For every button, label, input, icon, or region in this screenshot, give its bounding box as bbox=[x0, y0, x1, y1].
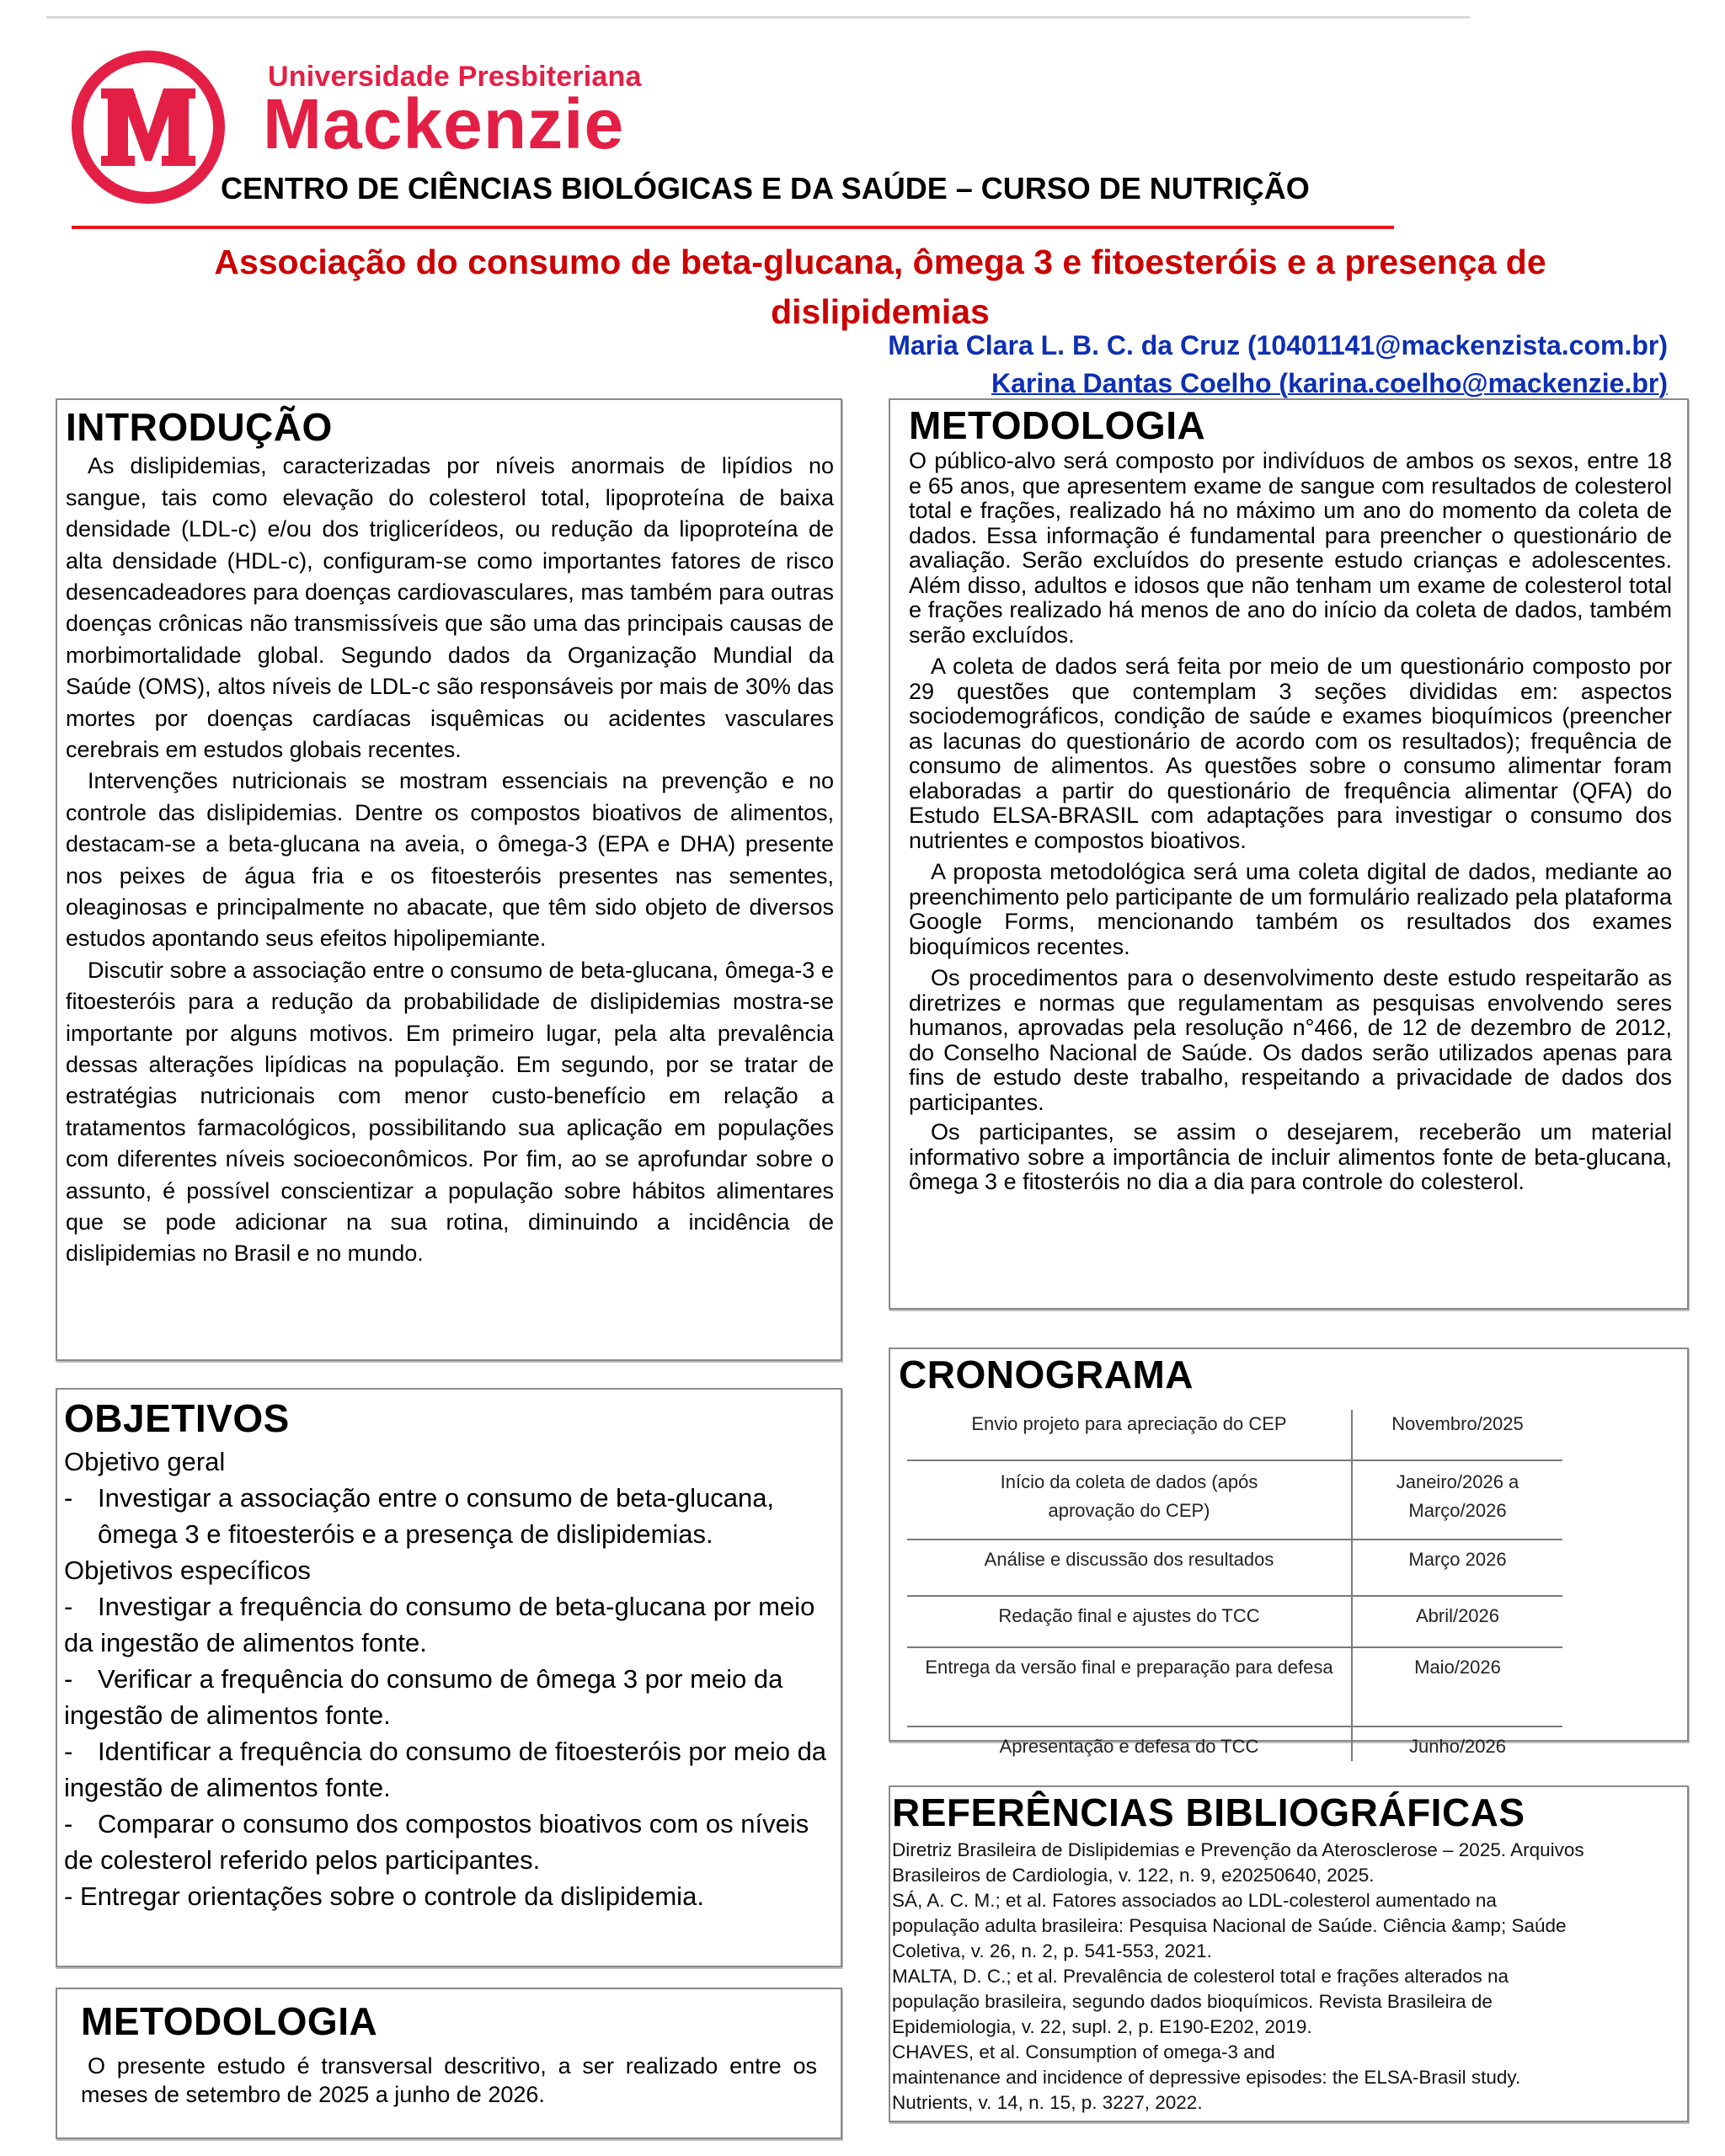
table-row bbox=[907, 1460, 1562, 1540]
activity-cell: Entrega da versão final e preparação para defesa bbox=[907, 1647, 1352, 1726]
reference-line: Nutrients, v. 14, n. 15, p. 3227, 2022. bbox=[892, 2092, 1203, 2114]
objetivos-section bbox=[56, 1388, 842, 1967]
activity-cell: Análise e discussão dos resultados bbox=[907, 1540, 1352, 1596]
activity-cell: Redação final e ajustes do TCC bbox=[907, 1596, 1352, 1647]
section-heading: METODOLOGIA bbox=[81, 1999, 378, 2043]
metodologia-section bbox=[889, 398, 1689, 1310]
table-row bbox=[907, 1647, 1562, 1726]
dash-bullet: - bbox=[64, 1881, 73, 1912]
list-item: - Comparar o consumo dos compostos bioativos com os níveis de colesterol referido pelos participantes. bbox=[64, 1806, 834, 1878]
reference-line: população brasileira, segundo dados bioquímicos. Revista Brasileira de bbox=[892, 1991, 1493, 2013]
title-line-2: dislipidemias bbox=[771, 292, 990, 332]
objetivo-geral-label: Objetivo geral bbox=[64, 1447, 226, 1477]
university-name: Universidade Presbiteriana bbox=[268, 61, 642, 93]
date-cell: Junho/2026 bbox=[1409, 1736, 1506, 1758]
author-2[interactable]: Karina Dantas Coelho (karina.coelho@mackenzie.br) bbox=[991, 368, 1668, 399]
reference-line: Brasileiros de Cardiologia, v. 122, n. 9, e20250640, 2025. bbox=[892, 1865, 1375, 1886]
reference-line: SÁ, A. C. M.; et al. Fatores associados ao LDL-colesterol aumentado na bbox=[892, 1890, 1497, 1912]
reference-line: CHAVES, et al. Consumption of omega-3 and bbox=[892, 2041, 1275, 2063]
objetivos-especificos-label: Objetivos específicos bbox=[64, 1556, 311, 1586]
date-cell: Março 2026 bbox=[1408, 1549, 1507, 1571]
reference-line: Diretriz Brasileira de Dislipidemias e Prevenção da Aterosclerose – 2025. Arquivos bbox=[892, 1839, 1584, 1861]
list-item: - Identificar a frequência do consumo de fitoesteróis por meio da ingestão de alimentos fonte. bbox=[64, 1733, 834, 1806]
authors bbox=[888, 327, 1668, 403]
reference-line: MALTA, D. C.; et al. Prevalência de colesterol total e frações alterados na bbox=[892, 1966, 1509, 1988]
dash-bullet: - bbox=[64, 1483, 73, 1513]
metodologia-summary-section bbox=[56, 1988, 842, 2139]
reference-line: maintenance and incidence of depressive episodes: the ELSA-Brasil study. bbox=[892, 2067, 1521, 2089]
list-item: - Verificar a frequência do consumo de ômega 3 por meio da ingestão de alimentos fonte. bbox=[64, 1661, 834, 1733]
poster-title bbox=[101, 237, 1659, 338]
introducao-section bbox=[56, 398, 842, 1361]
reference-line: população adulta brasileira: Pesquisa Nacional de Saúde. Ciência &amp; Saúde bbox=[892, 1915, 1567, 1937]
referencias-section bbox=[889, 1785, 1689, 2122]
mackenzie-logo-icon bbox=[67, 46, 229, 208]
section-heading: INTRODUÇÃO bbox=[66, 405, 333, 449]
dash-bullet: - bbox=[64, 1664, 73, 1694]
author-1[interactable]: Maria Clara L. B. C. da Cruz (10401141@mackenzista.com.br) bbox=[888, 330, 1668, 360]
paragraph: As dislipidemias, caracterizadas por níveis anormais de lipídios no sangue, tais como elevação do colesterol total, lipoproteína de baixa densidade (LDL-c) e/ou dos triglicerídeos, ou redução da lipoproteína de alta densidade (HDL-c), configuram-se como importantes fatores de risco desencadeadores para doenças cardiovasculares, mas também para outras doenças crônicas não transmissíveis que são uma das principais causas de morbimortalidade global. Segundo dados da Organização Mundial da Saúde (OMS), altos níveis de LDL-c são responsáveis por mais de 30% das mortes por doenças cardíacas isquêmicas ou acidentes vasculares cerebrais em estudos globais recentes. bbox=[66, 453, 834, 762]
list-item: - Investigar a frequência do consumo de beta-glucana por meio da ingestão de alimentos fonte. bbox=[64, 1588, 834, 1661]
reference-line: Coletiva, v. 26, n. 2, p. 541-553, 2021. bbox=[892, 1940, 1212, 1962]
paragraph: A coleta de dados será feita por meio de um questionário composto por 29 questões que contemplam 3 seções divididas em: aspectos sociodemográficos, condição de saúde e exames bioquímicos (preencher as lacunas do questionário de acordo com os resultados); frequência de consumo de alimentos. As questões sobre o consumo alimentar foram elaboradas a partir do questionário de frequência alimentar (QFA) do Estudo ELSA-BRASIL com adaptações para investigar o consumo dos nutrientes e compostos bioativos. bbox=[909, 654, 1672, 853]
table-row bbox=[907, 1410, 1562, 1460]
top-divider bbox=[46, 16, 1470, 19]
cronograma-section bbox=[889, 1348, 1689, 1758]
table-row bbox=[907, 1726, 1562, 1761]
list-item: - Investigar a associação entre o consumo de beta-glucana, ômega 3 e fitoesteróis e a presença de dislipidemias. bbox=[64, 1480, 834, 1552]
paragraph: Os procedimentos para o desenvolvimento deste estudo respeitarão as diretrizes e normas que regulamentam as pesquisas envolvendo seres humanos, aprovadas pela resolução n°466, de 12 de dezembro de 2012, do Conselho Nacional de Saúde. Os dados serão utilizados apenas para fins de estudo deste trabalho, respeitando a privacidade de dados dos participantes. bbox=[909, 965, 1672, 1115]
brand-name: Mackenzie bbox=[263, 84, 625, 163]
center-course-name: CENTRO DE CIÊNCIAS BIOLÓGICAS E DA SAÚDE – CURSO DE NUTRIÇÃO bbox=[221, 171, 1310, 205]
date-cell: Abril/2026 bbox=[1415, 1605, 1500, 1627]
schedule-table bbox=[907, 1410, 1562, 1761]
table-row bbox=[907, 1596, 1562, 1647]
date-cell: Maio/2026 bbox=[1414, 1657, 1501, 1678]
dash-bullet: - bbox=[64, 1809, 73, 1839]
paragraph: Discutir sobre a associação entre o consumo de beta-glucana, ômega-3 e fitoesteróis para a redução da probabilidade de dislipidemias mostra-se importante por alguns motivos. Em primeiro lugar, pela alta prevalência dessas alterações lipídicas na população. Em segundo, por se tratar de estratégias nutricionais com menor custo-benefício em relação a tratamentos farmacológicos, possibilitando sua aplicação em populações com diferentes níveis socioeconômicos. Por fim, ao se aprofundar sobre o assunto, é possível conscientizar a população sobre hábitos alimentares que se pode adicionar na sua rotina, diminuindo a incidência de dislipidemias no Brasil e no mundo. bbox=[66, 957, 834, 1267]
section-heading: METODOLOGIA bbox=[909, 403, 1206, 447]
list-item: - Entregar orientações sobre o controle da dislipidemia. bbox=[64, 1881, 704, 1912]
activity-cell: Envio projeto para apreciação do CEP bbox=[907, 1410, 1352, 1460]
table-row bbox=[907, 1540, 1562, 1596]
header-divider bbox=[72, 226, 1394, 229]
section-heading: OBJETIVOS bbox=[64, 1396, 290, 1440]
section-heading: REFERÊNCIAS BIBLIOGRÁFICAS bbox=[892, 1790, 1525, 1834]
title-line-1: Associação do consumo de beta-glucana, ômega 3 e fitoesteróis e a presença de bbox=[214, 243, 1546, 281]
paragraph: A proposta metodológica será uma coleta digital de dados, mediante ao preenchimento pelo participante de um formulário realizado pela plataforma Google Forms, mencionando também os resultados dos exames bioquímicos recentes. bbox=[909, 859, 1672, 959]
reference-line: Epidemiologia, v. 22, supl. 2, p. E190-E202, 2019. bbox=[892, 2016, 1312, 2038]
dash-bullet: - bbox=[64, 1592, 73, 1622]
paragraph: O presente estudo é transversal descritivo, a ser realizado entre os meses de setembro de 2025 a junho de 2026. bbox=[81, 2053, 817, 2108]
dash-bullet: - bbox=[64, 1737, 73, 1767]
paragraph: Os participantes, se assim o desejarem, receberão um material informativo sobre a importância de incluir alimentos fonte de beta-glucana, ômega 3 e fitosteróis no dia a dia para controle do colesterol. bbox=[909, 1119, 1672, 1195]
date-cell: Janeiro/2026 a Março/2026 bbox=[1396, 1471, 1519, 1522]
paragraph: Intervenções nutricionais se mostram essenciais na prevenção e no controle das dislipidemias. Dentre os compostos bioativos de alimentos, destacam-se a beta-glucana na aveia, o ômega-3 (EPA e DHA) presente nos peixes de água fria e os fitoesteróis presentes nas sementes, oleaginosas e principalmente no abacate, que têm sido objeto de diversos estudos apontando seus efeitos hipolipemiante. bbox=[66, 768, 834, 952]
activity-cell: Início da coleta de dados (após aprovação do CEP) bbox=[907, 1460, 1352, 1540]
paragraph: O público-alvo será composto por indivíduos de ambos os sexos, entre 18 e 65 anos, que apresentem exame de sangue com resultados de colesterol total e frações, realizado há no máximo um ano do momento da coleta de dados. Essa informação é fundamental para preencher o questionário de avaliação. Serão excluídos do presente estudo crianças e adolescentes. Além disso, adultos e idosos que não tenham um exame de colesterol total e frações realizado há menos de ano do início da coleta de dados, também serão excluídos. bbox=[909, 448, 1672, 648]
activity-cell: Apresentação e defesa do TCC bbox=[907, 1726, 1352, 1761]
date-cell: Novembro/2025 bbox=[1391, 1413, 1524, 1435]
section-heading: CRONOGRAMA bbox=[899, 1353, 1194, 1396]
